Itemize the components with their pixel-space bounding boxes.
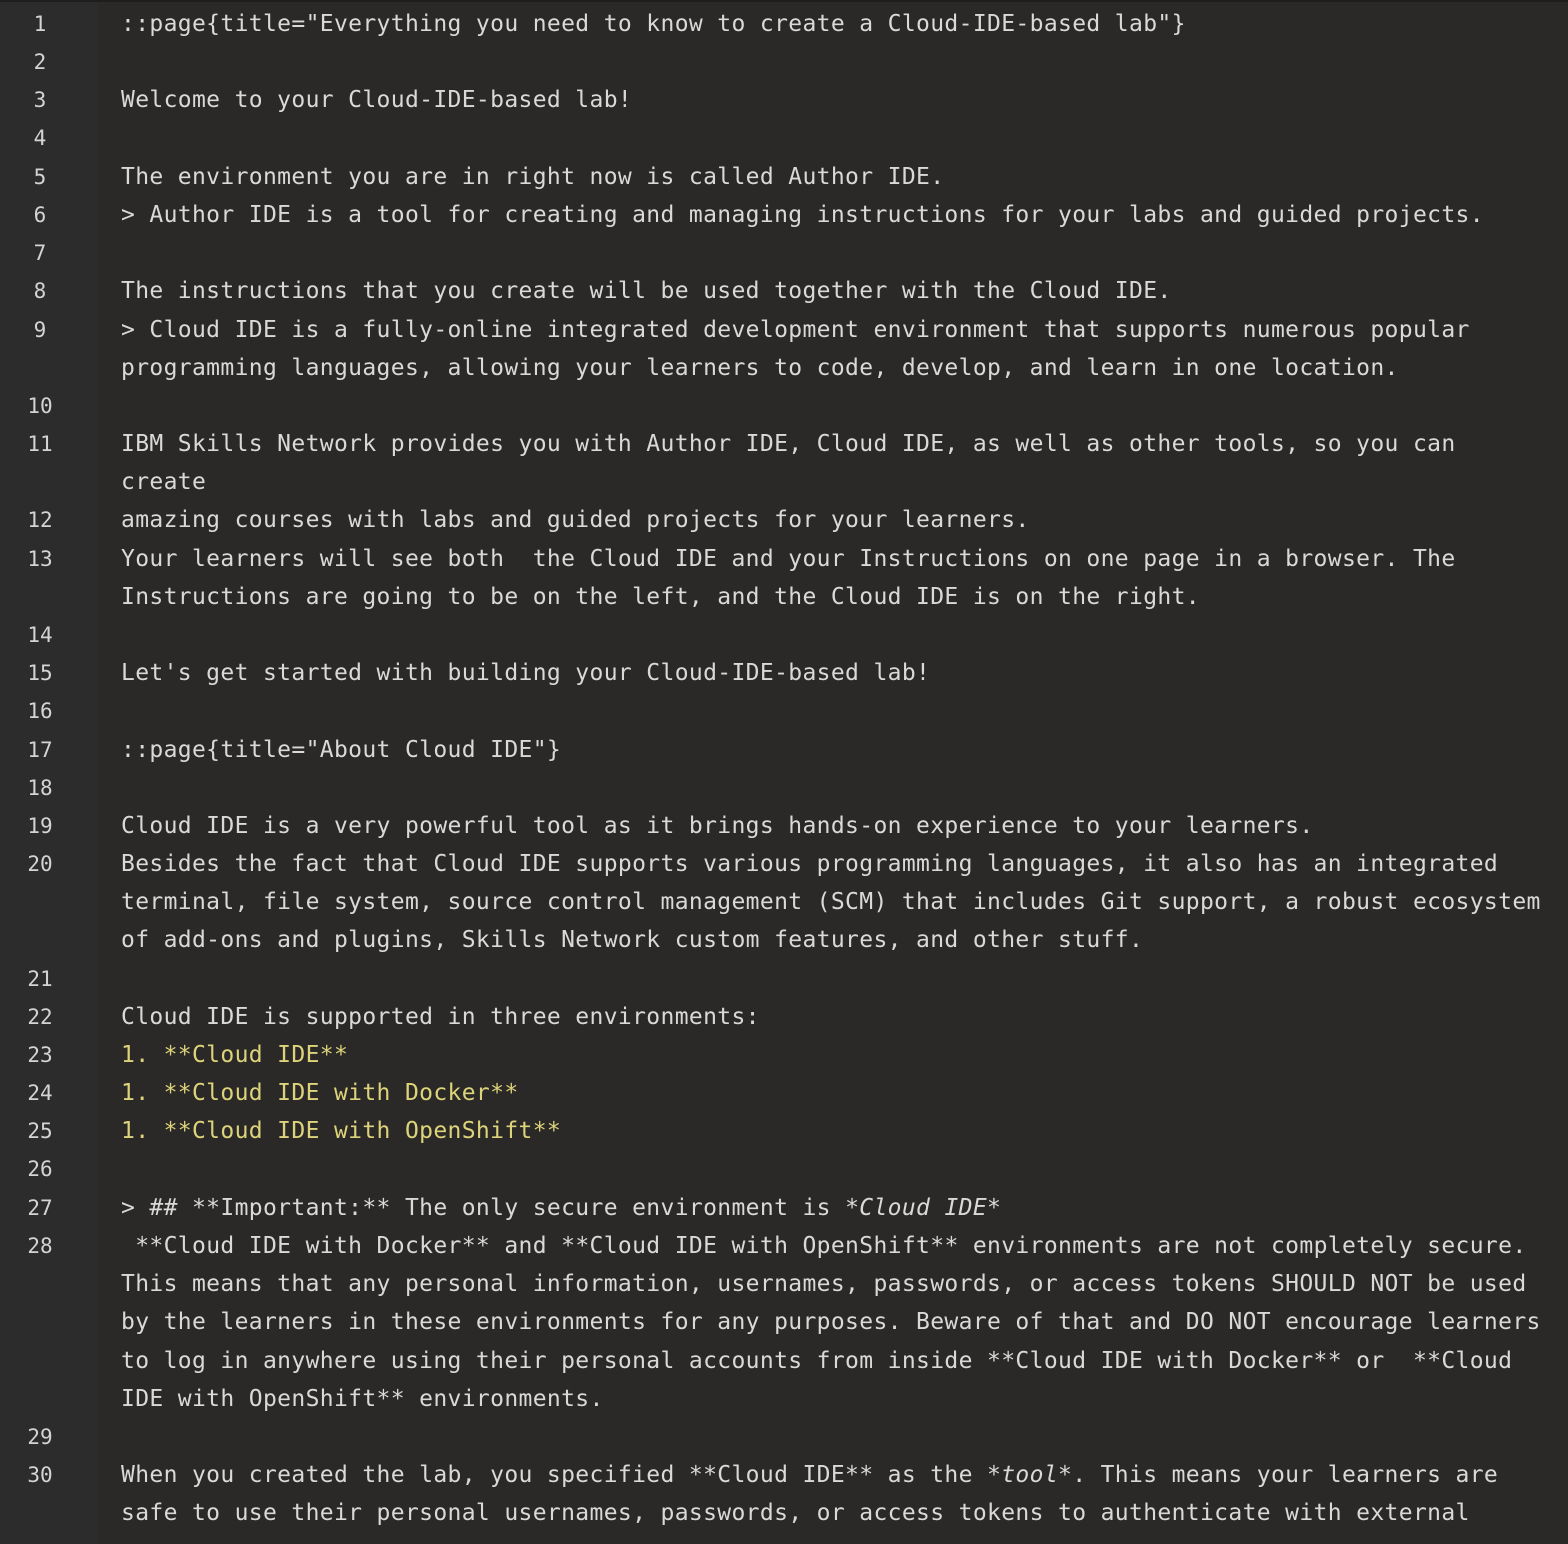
line-number: 13 (27, 547, 53, 571)
line-number: 5 (33, 165, 47, 189)
line-text[interactable]: 1. **Cloud IDE with OpenShift** (121, 1118, 562, 1144)
line-text[interactable]: **Cloud IDE with Docker** and **Cloud IDE with OpenShift** environments are not completely secure. This means that any personal information, usernames, passwords, or access tokens SHOULD NOT be used by the learners in these environments for any purposes. Beware of that and DO NOT encourage learners to log in anywhere using their personal accounts from inside **Cloud IDE with Docker** or **Cloud IDE with OpenShift** environments. (121, 1233, 1541, 1412)
line-number: 21 (27, 967, 53, 991)
line-text-segment: When you created the lab, you specified **Cloud IDE** as the (121, 1462, 988, 1488)
line-number: 19 (27, 814, 53, 838)
line-text[interactable]: > Author IDE is a tool for creating and managing instructions for your labs and guided projects. (121, 202, 1484, 228)
line-text-segment: > ## **Important:** The only secure environment is (121, 1195, 846, 1221)
line-number: 15 (27, 661, 53, 685)
line-text[interactable]: Let's get started with building your Cloud-IDE-based lab! (121, 660, 931, 686)
line-number: 20 (27, 852, 53, 876)
line-number: 14 (27, 623, 53, 647)
line-text[interactable]: Cloud IDE is a very powerful tool as it brings hands-on experience to your learners. (121, 813, 1314, 839)
line-text[interactable]: Welcome to your Cloud-IDE-based lab! (121, 87, 633, 113)
line-text-segment: . This means your learners are safe to use their personal usernames, passwords, or access tokens to authenticate with external (121, 1462, 1499, 1527)
line-text[interactable]: IBM Skills Network provides you with Author IDE, Cloud IDE, as well as other tools, so you can create amazing courses with labs and guided projects for your learners. (121, 431, 1456, 534)
line-text[interactable]: > Cloud IDE is a fully-online integrated development environment that supports numerous popular programming languages, allowing your learners to code, develop, and learn in one location. (121, 317, 1470, 382)
line-number: 6 (33, 203, 47, 227)
line-number: 29 (27, 1425, 53, 1449)
editor-top-border (0, 0, 1568, 2)
line-number: 9 (33, 318, 47, 342)
line-text[interactable]: The instructions that you create will be used together with the Cloud IDE. (121, 278, 1172, 304)
line-number: 24 (27, 1081, 53, 1105)
line-number: 7 (33, 241, 47, 265)
line-text[interactable]: 1. **Cloud IDE with Docker** (121, 1080, 519, 1106)
line-number: 10 (27, 394, 53, 418)
line-text[interactable]: Your learners will see both the Cloud IDE and your Instructions on one page in a browser. The Instructions are going to be on the left, and the Cloud IDE is on the right. (121, 546, 1456, 611)
line-number: 28 (27, 1234, 53, 1258)
line-number: 3 (33, 88, 47, 112)
line-text-emphasis: *tool* (987, 1462, 1073, 1488)
line-number: 16 (27, 699, 53, 723)
line-number: 23 (27, 1043, 53, 1067)
line-text[interactable]: The environment you are in right now is called Author IDE. (121, 164, 945, 190)
line-text[interactable]: Besides the fact that Cloud IDE supports various programming languages, it also has an integrated terminal, file system, source control management (SCM) that includes Git support, a robust ecosystem of add-ons and plugins, Skills Network custom features, and other stuff. (121, 851, 1541, 954)
line-text[interactable]: ::page{title="About Cloud IDE"} (121, 737, 562, 763)
line-number: 12 (27, 508, 53, 532)
line-number: 4 (33, 126, 47, 150)
line-number: 30 (27, 1463, 53, 1487)
line-text[interactable] (121, 1189, 1551, 1227)
line-number: 17 (27, 738, 53, 762)
line-number: 18 (27, 776, 53, 800)
line-number: 1 (33, 12, 47, 36)
line-text[interactable]: 1. **Cloud IDE** (121, 1042, 349, 1068)
line-number: 27 (27, 1196, 53, 1220)
line-text[interactable]: Cloud IDE is supported in three environments: (121, 1004, 760, 1030)
line-number: 2 (33, 50, 47, 74)
line-number: 25 (27, 1119, 53, 1143)
line-number: 8 (33, 279, 47, 303)
line-text-emphasis: *Cloud IDE* (845, 1195, 1002, 1221)
line-number: 22 (27, 1005, 53, 1029)
line-text[interactable]: ::page{title="Everything you need to know to create a Cloud-IDE-based lab"} (121, 11, 1186, 37)
line-number: 26 (27, 1157, 53, 1181)
line-number: 11 (27, 432, 53, 456)
line-text[interactable] (121, 1456, 1551, 1532)
